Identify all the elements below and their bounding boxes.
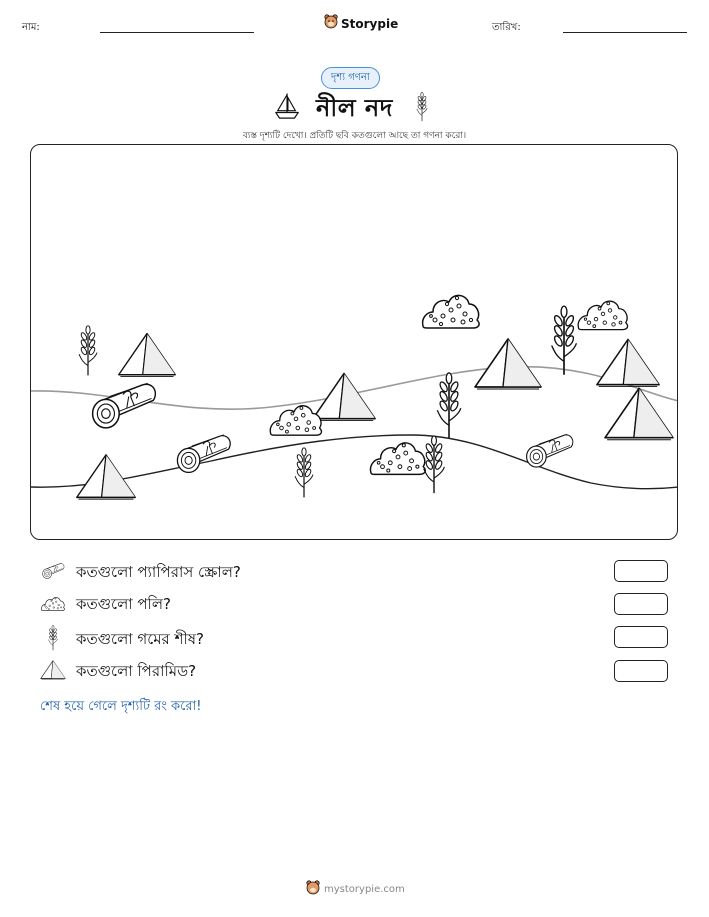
name-label: নাম: <box>22 22 40 33</box>
closing-instruction: শেষ হয়ে গেলে দৃশ্যটি রং করো! <box>40 699 202 714</box>
wheat <box>79 326 97 376</box>
question-pyramids <box>40 659 196 685</box>
question-text: কতগুলো প্যাপিরাস স্ক্রোল? <box>76 562 241 581</box>
pyramid <box>77 455 135 499</box>
answer-box-scrolls[interactable] <box>614 560 668 582</box>
scroll <box>527 434 573 467</box>
footer-site: mystorypie.com <box>324 884 405 895</box>
pile <box>423 295 479 328</box>
question-scrolls <box>40 559 241 587</box>
question-piles <box>40 592 171 618</box>
bear-icon <box>324 14 338 33</box>
question-wheat <box>40 625 204 655</box>
scroll <box>177 435 230 473</box>
question-text: কতগুলো পিরামিড? <box>76 661 197 680</box>
date-field[interactable] <box>563 32 687 33</box>
pile <box>578 301 627 330</box>
sailboat-icon <box>273 92 301 120</box>
pyramid <box>119 334 176 377</box>
answer-box-wheat[interactable] <box>614 626 668 648</box>
counting-scene <box>30 144 678 540</box>
wheat-title-icon <box>414 92 430 122</box>
brand-name: Storypie <box>341 16 399 31</box>
wheat <box>437 373 460 438</box>
question-text: কতগুলো গমের শীষ? <box>76 629 204 648</box>
pyramid <box>597 339 659 386</box>
scroll-icon <box>40 559 66 587</box>
instructions: ব্যস্ত দৃশ্যটি দেখো। প্রতিটি ছবি কতগুলো আছে তা গণনা করো। <box>242 131 467 141</box>
pyramid <box>475 339 541 389</box>
answer-box-piles[interactable] <box>614 593 668 615</box>
name-field[interactable] <box>100 32 254 33</box>
date-label: তারিখ: <box>492 22 521 33</box>
footer <box>306 880 405 899</box>
answer-box-pyramids[interactable] <box>614 660 668 682</box>
brand-logo <box>324 14 398 33</box>
page-title: নীল নদ <box>316 94 393 122</box>
wheat <box>424 436 445 493</box>
riverbank-lower <box>31 435 678 489</box>
pile-icon <box>40 592 66 618</box>
wheat-icon <box>40 625 66 655</box>
bear-icon <box>306 880 320 899</box>
pyramid <box>313 373 375 420</box>
wheat <box>295 448 313 498</box>
pile <box>370 443 425 475</box>
scroll <box>93 383 156 428</box>
question-text: কতগুলো পলি? <box>76 594 171 613</box>
activity-tag: দৃশ্য গণনা <box>321 67 380 89</box>
pile <box>270 406 321 436</box>
wheat <box>552 306 577 375</box>
pyramid-icon <box>40 659 66 685</box>
